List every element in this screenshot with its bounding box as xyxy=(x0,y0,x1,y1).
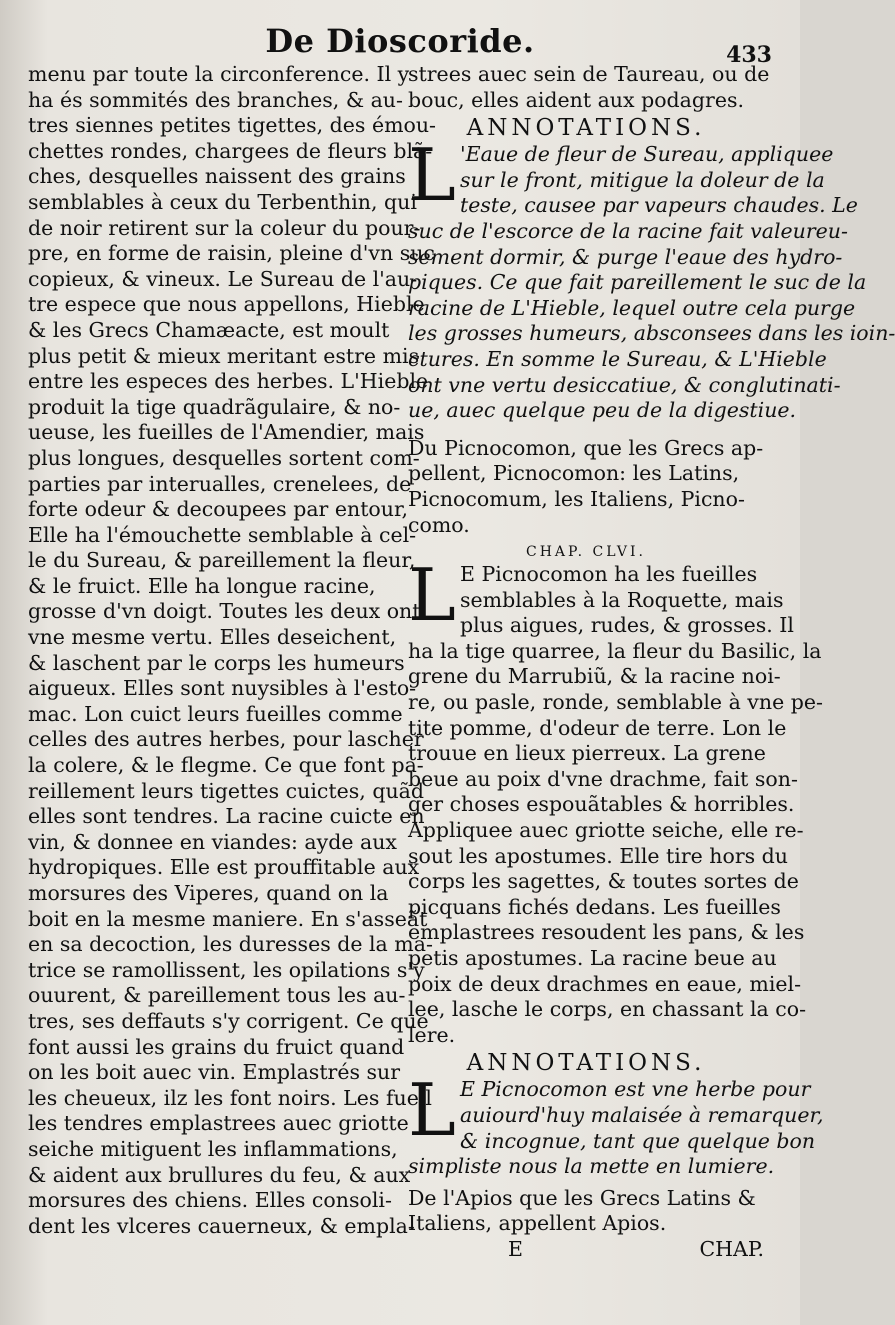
chapter-label: CHAP. CLVI. xyxy=(526,544,646,561)
text-line: la colere, & le flegme. Ce que font pa- xyxy=(28,753,424,778)
annotation-line: & incognue, tant que quelque bon xyxy=(460,1128,816,1153)
text-line: menu par toute la circonference. Il y xyxy=(28,62,410,86)
catchword: CHAP. xyxy=(699,1236,764,1261)
text-line: & aident aux brullures du feu, & aux xyxy=(28,1162,411,1187)
text-line: bouc, elles aident aux podagres. xyxy=(408,87,744,112)
drop-cap-l: L xyxy=(408,1068,456,1153)
text-line: re, ou pasle, ronde, semblable à vne pe- xyxy=(408,690,823,715)
text-line: dent les vlceres cauerneux, & empla- xyxy=(28,1213,415,1238)
text-line: reillement leurs tigettes cuictes, quãd xyxy=(28,778,424,803)
chapter-title-line: Picnocomum, les Italiens, Picno- xyxy=(408,486,745,511)
text-line: mac. Lon cuict leurs fueilles comme xyxy=(28,701,403,726)
text-line: trice se ramollissent, les opilations s'y xyxy=(28,957,425,982)
annotation-line: E Picnocomon est vne herbe pour xyxy=(460,1077,811,1102)
text-line: grosse d'vn doigt. Toutes les deux ont xyxy=(28,599,421,624)
text-line: plus longues, desquelles sortent com- xyxy=(28,445,420,470)
text-line: Elle ha l'émouchette semblable à cel- xyxy=(28,522,417,547)
continuation-text xyxy=(408,62,770,113)
annotation-line: suc de l'escorce de la racine fait valeureu- xyxy=(408,218,848,243)
running-head: De Dioscoride. xyxy=(265,22,535,60)
text-line: beue au poix d'vne drachme, fait son- xyxy=(408,766,798,791)
text-line: les tendres emplastrees auec griotte xyxy=(28,1111,409,1136)
text-line: plus petit & mieux meritant estre mis xyxy=(28,343,420,368)
annotations-1-text xyxy=(408,133,895,424)
text-line: morsures des chiens. Elles consoli- xyxy=(28,1188,392,1213)
annotation-line: ont vne vertu desiccatiue, & conglutinati- xyxy=(408,372,841,397)
text-line: plus aigues, rudes, & grosses. Il xyxy=(460,613,794,638)
text-line: vin, & donnee en viandes: ayde aux xyxy=(28,829,397,854)
text-line: hydropiques. Elle est prouffitable aux xyxy=(28,855,420,880)
text-line: & les Grecs Chamæacte, est moult xyxy=(28,317,390,342)
text-line: le du Sureau, & pareillement la fleur, xyxy=(28,548,416,573)
text-line: ouurent, & pareillement tous les au- xyxy=(28,983,406,1008)
text-line: trouue en lieux pierreux. La grene xyxy=(408,741,766,766)
text-line: les cheueux, ilz les font noirs. Les fueil xyxy=(28,1085,432,1110)
signature-mark: E xyxy=(508,1236,523,1261)
text-line: & le fruict. Elle ha longue racine, xyxy=(28,573,376,598)
annotation-line: sement dormir, & purge l'eaue des hydro- xyxy=(408,244,843,269)
text-line: celles des autres herbes, pour lascher xyxy=(28,727,424,752)
annotations-heading-1: ANNOTATIONS. xyxy=(466,115,706,142)
annotations-heading-2: ANNOTATIONS. xyxy=(466,1050,706,1077)
text-line: ger choses espouãtables & horribles. xyxy=(408,792,795,817)
text-line: copieux, & vineux. Le Sureau de l'au- xyxy=(28,266,418,291)
text-line: ha és sommités des branches, & au- xyxy=(28,87,403,112)
text-line: corps les sagettes, & toutes sortes de xyxy=(408,869,799,894)
text-line: aigueux. Elles sont nuysibles à l'esto- xyxy=(28,676,417,701)
text-line: tres, ses deffauts s'y corrigent. Ce que xyxy=(28,1008,429,1033)
annotation-line: sur le front, mitigue la doleur de la xyxy=(460,167,825,192)
text-line: grene du Marrubiũ, & la racine noi- xyxy=(408,664,781,689)
annotation-line: teste, causee par vapeurs chaudes. Le xyxy=(460,193,858,218)
drop-cap-l: L xyxy=(408,553,456,638)
text-line: petis apostumes. La racine beue au xyxy=(408,946,777,970)
text-line: emplastrees resoudent les pans, & les xyxy=(408,920,805,945)
text-line: boit en la mesme maniere. En s'asseãt xyxy=(28,906,428,931)
text-line: E Picnocomon ha les fueilles xyxy=(460,562,758,587)
annotations-2-text xyxy=(408,1068,824,1179)
text-line: elles sont tendres. La racine cuicte en xyxy=(28,804,425,829)
text-line: tre espece que nous appellons, Hieble xyxy=(28,292,425,317)
text-line: font aussi les grains du fruict quand xyxy=(28,1034,405,1059)
next-chapter-title xyxy=(408,1186,764,1237)
chapter-title xyxy=(408,436,764,538)
text-line: ha la tige quarree, la fleur du Basilic, la xyxy=(408,638,822,663)
text-line: semblables à la Roquette, mais xyxy=(460,587,784,612)
text-line: lere. xyxy=(408,1022,456,1047)
left-column xyxy=(28,62,436,1239)
annotation-line: simpliste nous la mette en lumiere. xyxy=(408,1154,775,1179)
text-line: parties par interualles, crenelees, de xyxy=(28,471,412,496)
text-line: pre, en forme de raisin, pleine d'vn suc xyxy=(28,241,435,266)
text-line: on les boit auec vin. Emplastrés sur xyxy=(28,1060,401,1085)
page-number: 433 xyxy=(726,42,772,68)
chapter-title-line: Du Picnocomon, que les Grecs ap- xyxy=(408,435,764,460)
annotation-line: ue, auec quelque peu de la digestiue. xyxy=(408,398,797,423)
chapter-title-line: como. xyxy=(408,512,470,537)
text-line: Appliquee auec griotte seiche, elle re- xyxy=(408,818,804,843)
text-line: produit la tige quadrãgulaire, & no- xyxy=(28,394,401,419)
annotation-line: 'Eaue de fleur de Sureau, appliquee xyxy=(460,142,834,167)
text-line: lee, lasche le corps, en chassant la co- xyxy=(408,997,807,1022)
text-line: en sa decoction, les duresses de la ma- xyxy=(28,932,433,957)
text-line: & laschent par le corps les humeurs xyxy=(28,650,405,675)
text-line: morsures des Viperes, quand on la xyxy=(28,881,389,905)
text-line: seiche mitiguent les inflammations, xyxy=(28,1136,398,1161)
signature-line xyxy=(408,1237,764,1263)
next-title-line: Italiens, appellent Apios. xyxy=(408,1211,667,1236)
right-column xyxy=(408,62,895,1263)
text-line: picquans fichés dedans. Les fueilles xyxy=(408,894,781,919)
text-line: vne mesme vertu. Elles deseichent, xyxy=(28,625,397,650)
text-line: sout les apostumes. Elle tire hors du xyxy=(408,843,788,868)
chapter-text xyxy=(408,553,823,1048)
text-line: ches, desquelles naissent des grains xyxy=(28,164,406,189)
text-line: de noir retirent sur la coleur du pour- xyxy=(28,215,421,240)
text-line: forte odeur & decoupees par entour, xyxy=(28,497,409,522)
text-line: strees auec sein de Taureau, ou de xyxy=(408,62,770,86)
drop-cap-l: L xyxy=(408,133,456,218)
annotation-line: racine de L'Hieble, lequel outre cela purge xyxy=(408,295,856,320)
text-line: chettes rondes, chargees de fleurs blã- xyxy=(28,138,433,163)
annotation-line: piques. Ce que fait pareillement le suc de la xyxy=(408,270,867,295)
text-line: semblables à ceux du Terbenthin, qui xyxy=(28,189,417,214)
chapter-title-line: pellent, Picnocomon: les Latins, xyxy=(408,461,740,486)
annotation-line: les grosses humeurs, absconsees dans les ioin- xyxy=(408,321,895,346)
text-line: poix de deux drachmes en eaue, miel- xyxy=(408,971,802,996)
annotation-line: ctures. En somme le Sureau, & L'Hieble xyxy=(408,346,827,371)
next-title-line: De l'Apios que les Grecs Latins & xyxy=(408,1185,756,1210)
annotation-line: auiourd'huy malaisée à remarquer, xyxy=(460,1102,824,1127)
text-line: tres siennes petites tigettes, des émou- xyxy=(28,113,436,138)
text-line: entre les especes des herbes. L'Hieble xyxy=(28,369,429,394)
text-line: ueuse, les fueilles de l'Amendier, mais xyxy=(28,420,425,445)
text-line: tite pomme, d'odeur de terre. Lon le xyxy=(408,715,787,740)
